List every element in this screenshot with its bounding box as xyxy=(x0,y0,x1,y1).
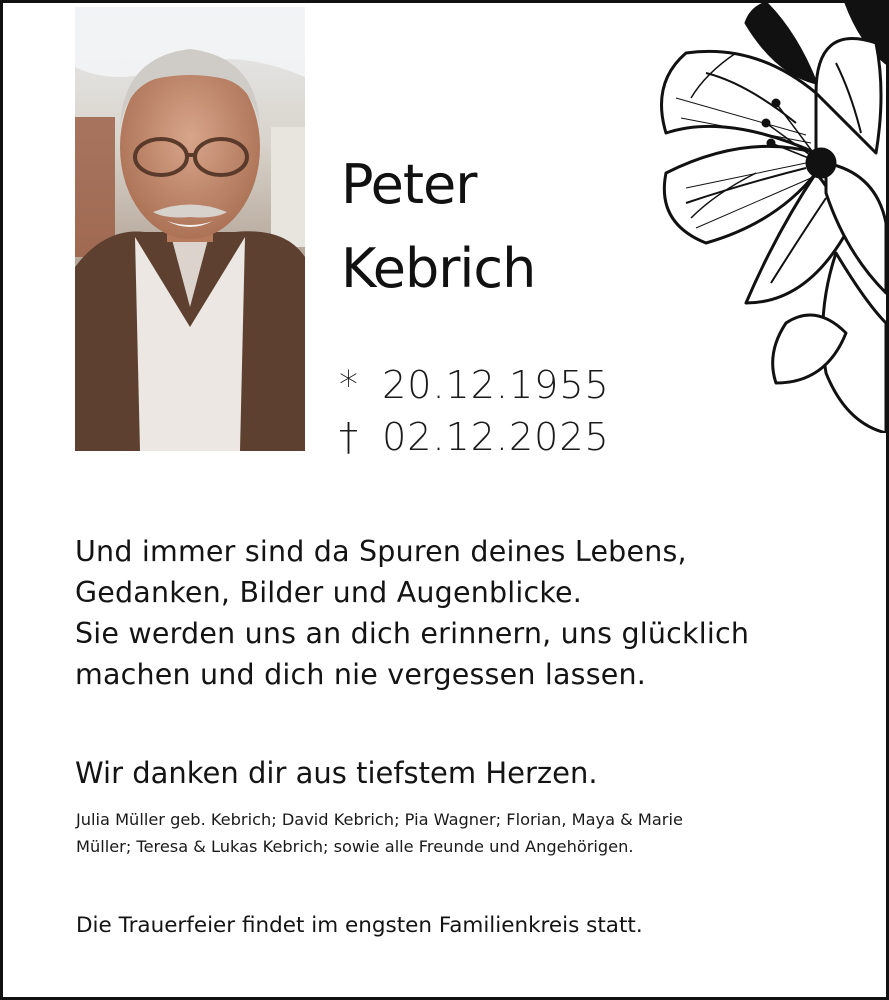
last-name: Kebrich xyxy=(341,237,536,300)
mourners-line: Julia Müller geb. Kebrich; David Kebrich; Pia Wagner; Florian, Maya & Marie xyxy=(76,810,683,829)
mourners-list xyxy=(76,806,826,860)
poem-line: Gedanken, Bilder und Augenblicke. xyxy=(75,576,583,609)
poem-line: machen und dich nie vergessen lassen. xyxy=(75,658,646,691)
poem-line: Und immer sind da Spuren deines Lebens, xyxy=(75,535,687,568)
death-date: 02.12.2025 xyxy=(382,415,610,459)
birth-row xyxy=(339,359,610,411)
thanks-line: Wir danken dir aus tiefstem Herzen. xyxy=(75,756,598,790)
mourners-line: Müller; Teresa & Lukas Kebrich; sowie alle Freunde und Angehörigen. xyxy=(76,837,634,856)
death-cross-icon: † xyxy=(339,415,359,459)
first-name: Peter xyxy=(341,153,477,216)
life-dates xyxy=(339,359,610,463)
death-row xyxy=(339,411,610,463)
funeral-note: Die Trauerfeier findet im engsten Familienkreis statt. xyxy=(76,913,643,938)
memorial-poem xyxy=(75,531,749,695)
portrait-photo xyxy=(75,7,305,451)
deceased-name xyxy=(341,155,535,299)
amaryllis-flower-icon xyxy=(646,3,886,433)
birth-star-icon: * xyxy=(339,363,359,407)
birth-date: 20.12.1955 xyxy=(382,363,610,407)
poem-line: Sie werden uns an dich erinnern, uns glücklich xyxy=(75,617,750,650)
